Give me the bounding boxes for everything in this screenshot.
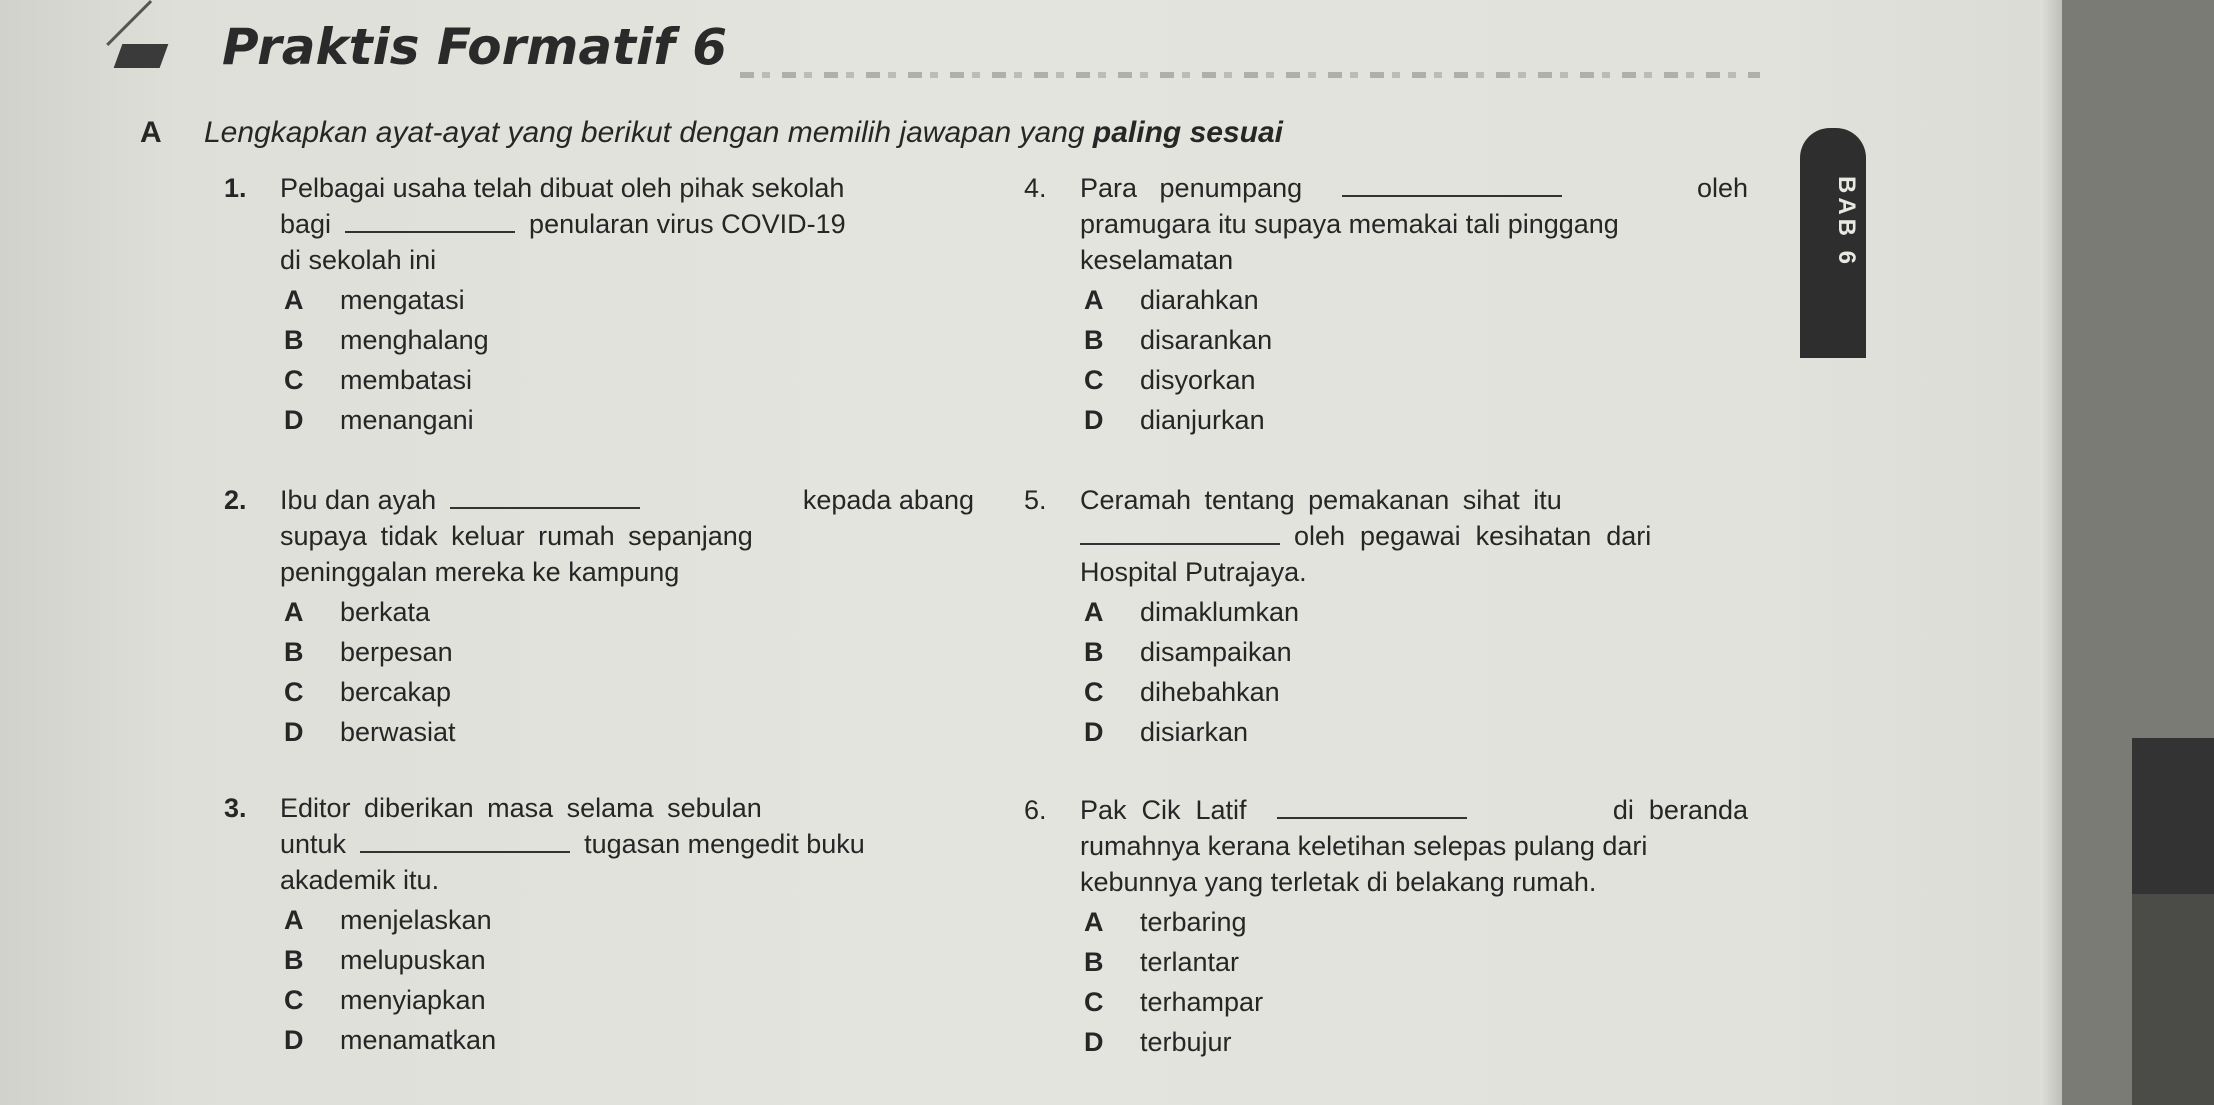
question-line <box>224 862 974 898</box>
option-text: disyorkan <box>1140 365 1256 395</box>
option-text: menamatkan <box>340 1025 497 1055</box>
option-c[interactable] <box>284 674 974 714</box>
question-text: untuk <box>280 829 347 859</box>
question-text: peninggalan mereka ke kampung <box>280 557 680 587</box>
side-tab-marker <box>2132 738 2214 894</box>
option-text: bercakap <box>340 677 452 707</box>
question-number: 5. <box>1024 485 1047 515</box>
option-a[interactable] <box>1084 594 1748 634</box>
question-text: Pak Cik Latif <box>1080 795 1247 825</box>
question-3 <box>224 790 974 1062</box>
option-letter: B <box>1084 947 1104 977</box>
option-letter: A <box>284 285 304 315</box>
option-letter: D <box>1084 1027 1104 1057</box>
option-c[interactable] <box>1084 674 1748 714</box>
option-text: terbujur <box>1140 1027 1232 1057</box>
question-text: Pelbagai usaha telah dibuat oleh pihak sekolah <box>280 173 845 203</box>
question-2 <box>224 482 974 754</box>
option-text: dihebahkan <box>1140 677 1280 707</box>
option-letter: B <box>1084 637 1104 667</box>
answer-blank <box>1277 813 1467 819</box>
answer-blank <box>1080 539 1280 545</box>
question-line <box>224 554 974 590</box>
question-text: kepada abang <box>802 485 974 515</box>
option-text: mengatasi <box>340 285 465 315</box>
question-line <box>224 242 974 278</box>
option-list <box>224 902 974 1062</box>
option-text: disampaikan <box>1140 637 1292 667</box>
question-line <box>224 482 974 518</box>
question-line <box>224 826 974 862</box>
option-b[interactable] <box>1084 944 1748 984</box>
question-4 <box>1024 170 1748 442</box>
option-d[interactable] <box>284 1022 974 1062</box>
option-c[interactable] <box>1084 984 1748 1024</box>
question-text: Editor diberikan masa selama sebulan <box>280 793 762 823</box>
option-c[interactable] <box>1084 362 1748 402</box>
answer-blank <box>450 503 640 509</box>
question-line <box>1024 242 1748 278</box>
page-title: Praktis Formatif 6 <box>222 18 728 76</box>
question-text: tugasan mengedit buku <box>584 829 865 859</box>
option-letter: C <box>284 365 304 395</box>
option-b[interactable] <box>284 634 974 674</box>
question-number: 3. <box>224 793 247 823</box>
option-b[interactable] <box>284 942 974 982</box>
question-text: kebunnya yang terletak di belakang rumah. <box>1080 867 1597 897</box>
question-line <box>224 790 974 826</box>
question-text: akademik itu. <box>280 865 440 895</box>
question-text: bagi <box>280 209 332 239</box>
option-text: diarahkan <box>1140 285 1259 315</box>
question-text: Hospital Putrajaya. <box>1080 557 1307 587</box>
option-d[interactable] <box>1084 714 1748 754</box>
option-text: terhampar <box>1140 987 1264 1017</box>
option-letter: B <box>1084 325 1104 355</box>
option-text: berkata <box>340 597 431 627</box>
question-1 <box>224 170 974 442</box>
option-list <box>1024 594 1748 754</box>
question-text: pramugara itu supaya memakai tali pinggang <box>1080 209 1619 239</box>
option-a[interactable] <box>284 902 974 942</box>
option-list <box>1024 904 1748 1064</box>
question-text: keselamatan <box>1080 245 1234 275</box>
question-line <box>1024 206 1748 242</box>
header-slash-decoration <box>106 0 152 46</box>
option-text: terlantar <box>1140 947 1240 977</box>
option-text: menyiapkan <box>340 985 486 1015</box>
option-letter: C <box>1084 677 1104 707</box>
option-c[interactable] <box>284 982 974 1022</box>
option-letter: D <box>284 405 304 435</box>
option-letter: C <box>284 985 304 1015</box>
option-b[interactable] <box>1084 322 1748 362</box>
option-letter: B <box>284 637 304 667</box>
instruction-emphasis: paling sesuai <box>1092 116 1283 149</box>
question-line <box>224 518 974 554</box>
answer-blank <box>345 227 515 233</box>
question-text: oleh <box>1696 173 1748 203</box>
question-text: Ceramah tentang pemakanan sihat itu <box>1080 485 1562 515</box>
option-d[interactable] <box>284 402 974 442</box>
option-text: dianjurkan <box>1140 405 1265 435</box>
option-a[interactable] <box>284 594 974 634</box>
header-mark-icon <box>114 44 169 68</box>
option-letter: B <box>284 945 304 975</box>
option-c[interactable] <box>284 362 974 402</box>
question-text: rumahnya kerana keletihan selepas pulang dari <box>1080 831 1648 861</box>
answer-blank <box>360 847 570 853</box>
option-d[interactable] <box>1084 402 1748 442</box>
question-number: 1. <box>224 173 247 203</box>
option-text: menjelaskan <box>340 905 492 935</box>
question-text: oleh pegawai kesihatan dari <box>1294 521 1652 551</box>
question-text: supaya tidak keluar rumah sepanjang <box>280 521 753 551</box>
option-text: melupuskan <box>340 945 486 975</box>
answer-blank <box>1342 191 1562 197</box>
option-list <box>224 282 974 442</box>
option-text: dimaklumkan <box>1140 597 1300 627</box>
option-letter: D <box>1084 405 1104 435</box>
question-number: 6. <box>1024 795 1047 825</box>
option-text: berwasiat <box>340 717 456 747</box>
question-number: 2. <box>224 485 247 515</box>
option-list <box>1024 282 1748 442</box>
option-text: disarankan <box>1140 325 1273 355</box>
question-text: Para penumpang <box>1080 173 1303 203</box>
option-letter: C <box>284 677 304 707</box>
option-letter: A <box>1084 907 1104 937</box>
chapter-tab-label: BAB 6 <box>1833 176 1860 269</box>
paper-edge-shadow <box>2040 0 2064 1105</box>
question-line <box>1024 170 1748 206</box>
question-line <box>224 206 974 242</box>
question-line <box>1024 554 1748 590</box>
question-5 <box>1024 482 1748 754</box>
option-a[interactable] <box>1084 282 1748 322</box>
option-text: berpesan <box>340 637 453 667</box>
option-text: membatasi <box>340 365 473 395</box>
option-letter: D <box>1084 717 1104 747</box>
question-line <box>1024 828 1748 864</box>
option-letter: A <box>284 905 304 935</box>
option-d[interactable] <box>1084 1024 1748 1064</box>
question-text: Ibu dan ayah <box>280 485 437 515</box>
option-letter: D <box>284 717 304 747</box>
question-text: di sekolah ini <box>280 245 437 275</box>
instruction-text: Lengkapkan ayat-ayat yang berikut dengan memilih jawapan yang <box>204 116 1093 149</box>
question-line <box>1024 482 1748 518</box>
question-line <box>1024 864 1748 900</box>
option-letter: D <box>284 1025 304 1055</box>
section-letter: A <box>140 116 162 149</box>
option-a[interactable] <box>1084 904 1748 944</box>
option-b[interactable] <box>284 322 974 362</box>
option-text: terbaring <box>1140 907 1247 937</box>
question-line <box>1024 518 1748 554</box>
option-d[interactable] <box>284 714 974 754</box>
question-line <box>1024 792 1748 828</box>
option-letter: A <box>1084 285 1104 315</box>
title-rule-decoration <box>740 72 1760 78</box>
option-letter: B <box>284 325 304 355</box>
option-text: menangani <box>340 405 474 435</box>
option-letter: A <box>1084 597 1104 627</box>
question-6 <box>1024 792 1748 1064</box>
option-letter: A <box>284 597 304 627</box>
option-list <box>224 594 974 754</box>
question-text: di beranda <box>1612 795 1748 825</box>
option-letter: C <box>1084 365 1104 395</box>
option-a[interactable] <box>284 282 974 322</box>
question-number: 4. <box>1024 173 1047 203</box>
section-instruction <box>204 116 1283 150</box>
option-letter: C <box>1084 987 1104 1017</box>
option-text: menghalang <box>340 325 489 355</box>
question-line <box>224 170 974 206</box>
option-b[interactable] <box>1084 634 1748 674</box>
question-text: penularan virus COVID-19 <box>529 209 846 239</box>
option-text: disiarkan <box>1140 717 1249 747</box>
